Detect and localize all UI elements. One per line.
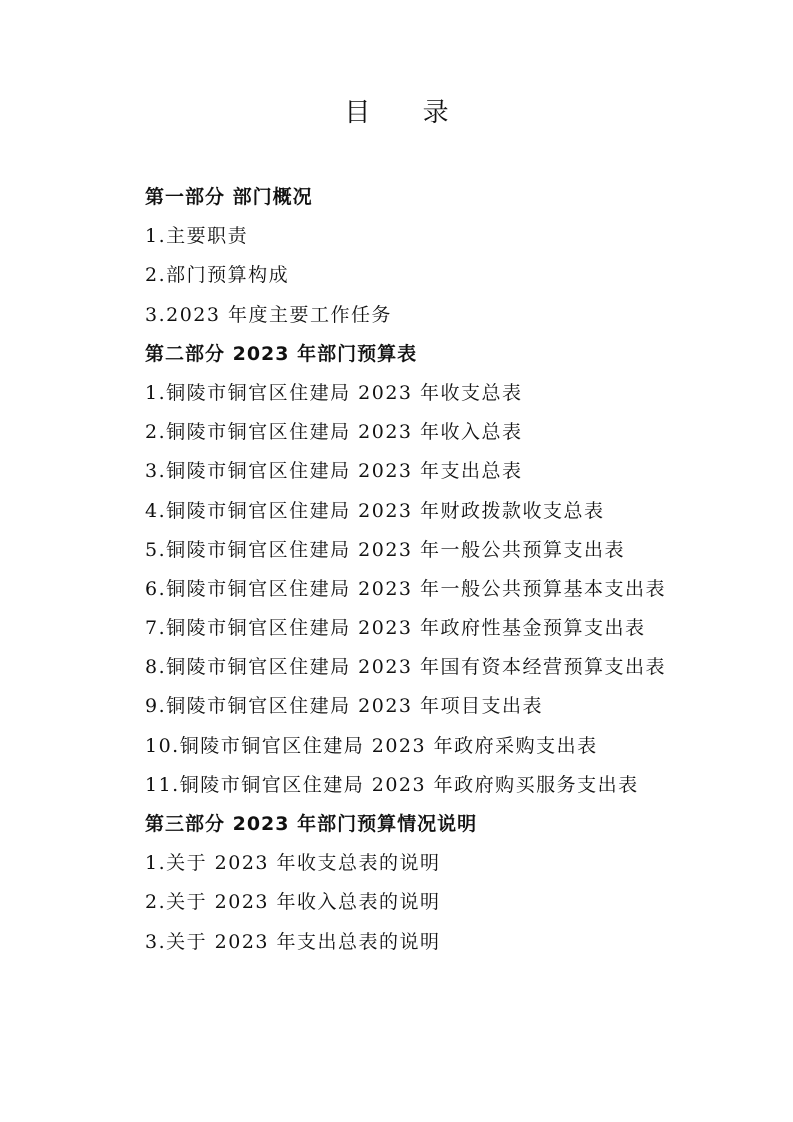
toc-item[interactable]: 3.关于 2023 年支出总表的说明 [145,930,441,953]
toc-item[interactable]: 2.铜陵市铜官区住建局 2023 年收入总表 [145,421,523,444]
toc-item[interactable]: 1.铜陵市铜官区住建局 2023 年收支总表 [145,381,523,404]
toc-item[interactable]: 10.铜陵市铜官区住建局 2023 年政府采购支出表 [145,734,598,757]
toc-item[interactable]: 1.主要职责 [145,225,249,248]
table-of-contents [145,178,765,962]
toc-item[interactable]: 8.铜陵市铜官区住建局 2023 年国有资本经营预算支出表 [145,656,667,679]
toc-item[interactable]: 1.关于 2023 年收支总表的说明 [145,852,441,875]
toc-item[interactable]: 5.铜陵市铜官区住建局 2023 年一般公共预算支出表 [145,538,626,561]
page-title: 目 录 [344,98,471,128]
section-heading-3[interactable]: 第三部分 2023 年部门预算情况说明 [145,813,478,835]
toc-item[interactable]: 11.铜陵市铜官区住建局 2023 年政府购买服务支出表 [145,773,639,796]
toc-item[interactable]: 2.关于 2023 年收入总表的说明 [145,891,441,914]
toc-item[interactable]: 4.铜陵市铜官区住建局 2023 年财政拨款收支总表 [145,499,605,522]
toc-item[interactable]: 3.2023 年度主要工作任务 [145,303,393,326]
toc-item[interactable]: 2.部门预算构成 [145,264,290,287]
section-heading-2[interactable]: 第二部分 2023 年部门预算表 [145,342,418,365]
section-heading-1[interactable]: 第一部分 部门概况 [145,186,313,208]
toc-item[interactable]: 6.铜陵市铜官区住建局 2023 年一般公共预算基本支出表 [145,577,667,600]
toc-item[interactable]: 7.铜陵市铜官区住建局 2023 年政府性基金预算支出表 [145,617,646,640]
toc-item[interactable]: 3.铜陵市铜官区住建局 2023 年支出总表 [145,460,523,483]
toc-item[interactable]: 9.铜陵市铜官区住建局 2023 年项目支出表 [145,695,544,718]
